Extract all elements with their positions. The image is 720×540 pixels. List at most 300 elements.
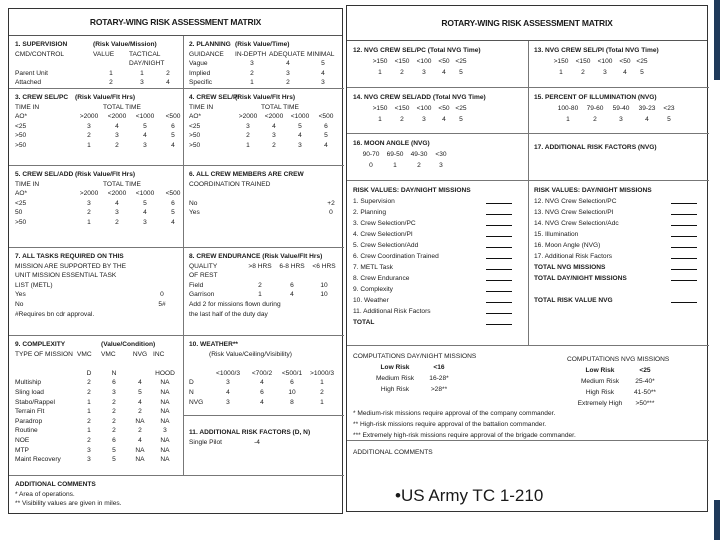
cell: NA <box>160 398 170 406</box>
table-row <box>189 438 339 448</box>
cell <box>634 92 660 103</box>
cell <box>153 340 177 350</box>
cell: 6 <box>112 379 116 387</box>
table-row <box>534 103 704 114</box>
cell: 100-80 <box>557 105 579 112</box>
table-row <box>15 499 339 509</box>
table-row <box>189 350 339 360</box>
table-row <box>189 290 339 300</box>
cell: 2 <box>87 132 91 140</box>
cell <box>131 170 159 180</box>
section-complexity <box>9 336 183 476</box>
table-row <box>534 273 697 284</box>
cell: 3 <box>115 132 119 140</box>
cell: 79-60 <box>586 105 604 112</box>
section-moon-angle <box>347 134 528 181</box>
computations-section <box>347 346 709 441</box>
table-row <box>534 92 704 103</box>
cell: Attached <box>15 79 42 87</box>
right-matrix-page <box>346 5 708 512</box>
table-row <box>353 196 512 207</box>
table-row <box>189 69 339 79</box>
cell: 5 <box>143 122 147 130</box>
value-entry-line[interactable] <box>486 197 512 204</box>
table-row <box>534 295 697 306</box>
cell: TYPE OF MISSION <box>15 350 73 358</box>
cell: NOE <box>15 436 30 444</box>
cell: 2 <box>250 69 254 77</box>
table-row <box>189 112 339 122</box>
cell: 8. Crew Endurance <box>353 275 410 282</box>
cell: QUALITY <box>189 262 218 270</box>
value-entry-line[interactable] <box>486 296 512 303</box>
source-citation: •US Army TC 1-210 <box>395 486 544 505</box>
cell: <2000 <box>264 113 284 121</box>
cell: NA <box>135 456 145 464</box>
cell: VALUE <box>93 50 115 58</box>
cell: 2 <box>87 436 91 444</box>
table-row <box>15 112 181 122</box>
value-entry-line[interactable] <box>486 252 512 259</box>
page-title: ROTARY-WING RISK ASSESSMENT MATRIX <box>347 6 707 41</box>
value-entry-line[interactable] <box>671 285 697 292</box>
cell: TOTAL DAY/NIGHT MISSIONS <box>534 275 627 282</box>
table-row <box>189 340 339 350</box>
table-row <box>353 138 523 149</box>
note: *** Extremely high-risk missions require approval of the brigade commander. <box>353 432 576 439</box>
cell: (Risk Value/Flt Hrs) <box>235 94 296 101</box>
cell: 2 <box>115 141 119 149</box>
cell: High Risk <box>380 386 410 393</box>
table-row <box>534 207 697 218</box>
table-row <box>567 398 707 409</box>
cell: -4 <box>254 438 260 446</box>
table-row <box>353 384 523 395</box>
cell: ** Visibility values are given in miles. <box>15 500 122 508</box>
cell <box>155 262 169 272</box>
cell: 2 <box>112 427 116 435</box>
cell: GUIDANCE <box>189 50 224 58</box>
table-row <box>534 251 697 262</box>
value-entry-line[interactable] <box>486 285 512 292</box>
cell: 2. PLANNING <box>189 41 231 48</box>
cell <box>307 340 337 350</box>
cell: 1 <box>566 116 570 123</box>
value-entry-line[interactable] <box>671 208 697 215</box>
table-row <box>534 185 697 196</box>
cell: <25 <box>639 367 651 374</box>
cell: <25 <box>15 122 27 130</box>
cell: <150 <box>575 58 591 65</box>
cell: 3 <box>246 122 250 130</box>
value-entry-line[interactable] <box>671 241 697 248</box>
table-row <box>189 199 339 209</box>
cell: 2. Planning <box>353 209 386 216</box>
value-entry-line[interactable] <box>671 274 697 281</box>
cell: 10. Weather <box>353 297 389 304</box>
cell: RISK VALUES: DAY/NIGHT MISSIONS <box>353 187 471 194</box>
cell: 1 <box>87 408 91 416</box>
section-supervision <box>9 36 183 89</box>
cell <box>567 387 575 398</box>
cell: 3 <box>439 162 443 169</box>
value-entry-line[interactable] <box>671 197 697 204</box>
cell: >150 <box>372 58 388 65</box>
cell: ADEQUATE <box>269 50 305 58</box>
cell: NA <box>160 456 170 464</box>
cell: 5 <box>143 199 147 207</box>
cell: 69-50 <box>386 151 404 158</box>
cell <box>572 45 594 56</box>
cell: 5# <box>158 300 166 308</box>
table-row <box>353 218 512 229</box>
cell: 3 <box>603 69 607 76</box>
cell <box>325 170 337 180</box>
table-row <box>15 218 178 228</box>
cell: 1 <box>87 218 91 226</box>
cell: DAY/NIGHT <box>129 60 165 68</box>
cell: 10. WEATHER** <box>189 341 238 348</box>
cell: 16-28* <box>429 375 449 382</box>
value-entry-line[interactable] <box>486 263 512 270</box>
cell: Vague <box>189 60 208 68</box>
cell: <6 HRS <box>312 262 336 270</box>
section-metl <box>9 248 183 336</box>
value-entry-line[interactable] <box>486 307 512 314</box>
cell: 4 <box>166 79 170 87</box>
cell <box>554 92 582 103</box>
cell: 3 <box>226 379 230 387</box>
page-title: ROTARY-WING RISK ASSESSMENT MATRIX <box>9 9 342 36</box>
cell <box>616 45 634 56</box>
cell: 6 <box>290 281 294 289</box>
table-row <box>189 103 339 113</box>
cell: MTP <box>15 446 29 454</box>
cell: >50 <box>189 132 201 140</box>
cell <box>287 103 313 113</box>
cell <box>189 359 209 369</box>
cell: 9. COMPLEXITY <box>15 341 66 348</box>
cell <box>325 180 337 190</box>
cell: 5 <box>112 446 116 454</box>
cell <box>209 340 247 350</box>
table-row <box>189 141 339 151</box>
table-row <box>189 40 339 50</box>
cell <box>277 359 307 369</box>
cell <box>155 281 169 291</box>
cell: N <box>189 388 194 396</box>
cell <box>353 103 369 114</box>
slide-accent-bar-bottom <box>714 500 720 540</box>
table-row <box>189 388 339 398</box>
cell: 3 <box>226 398 230 406</box>
value-entry-line[interactable] <box>486 241 512 248</box>
cell: 15. Illumination <box>534 231 579 238</box>
table-row <box>189 300 339 310</box>
table-row <box>189 428 339 438</box>
cell: (Risk Value/Time) <box>235 41 290 48</box>
table-row <box>15 398 178 408</box>
cell <box>413 45 435 56</box>
cell: 10 <box>320 281 328 289</box>
table-row <box>189 252 339 262</box>
cell: 2 <box>166 69 170 77</box>
cell: 5. CREW SEL/ADD <box>15 171 74 178</box>
section-additional-risk <box>183 416 344 476</box>
cell: AO* <box>189 113 202 121</box>
cell: (Risk Value/Flt Hrs) <box>75 171 136 178</box>
cell: 16. Moon Angle (NVG) <box>534 242 601 249</box>
cell: Parent Unit <box>15 69 48 77</box>
cell: 6 <box>290 379 294 387</box>
table-row <box>15 290 178 300</box>
cell: #Requires bn cdr approval. <box>15 310 95 318</box>
cell: 1 <box>378 69 382 76</box>
cell: <1000 <box>290 113 310 121</box>
cell <box>413 92 435 103</box>
cell: 2 <box>87 209 91 217</box>
table-row <box>189 262 339 272</box>
cell <box>313 103 339 113</box>
cell: <100 <box>597 58 613 65</box>
cell <box>309 300 339 310</box>
cell <box>383 138 407 149</box>
cell <box>353 114 369 125</box>
table-row <box>189 78 339 88</box>
computations-nvg <box>567 365 707 409</box>
cell: <500/1 <box>281 369 303 377</box>
cell <box>155 271 169 281</box>
cell <box>101 359 127 369</box>
table-row <box>534 262 697 273</box>
cell: <100 <box>416 105 432 112</box>
cell: 3 <box>115 209 119 217</box>
cell: NVG <box>132 350 148 358</box>
cell <box>127 340 153 350</box>
cell <box>15 59 93 69</box>
table-row <box>15 131 178 141</box>
cell: 14. NVG CREW SEL/ADD (Total NVG Time) <box>353 94 486 101</box>
cell: 2 <box>112 408 116 416</box>
cell: N <box>111 369 117 377</box>
table-row <box>15 141 178 151</box>
cell: Field <box>189 281 204 289</box>
cell <box>287 93 313 103</box>
cell: 39-23 <box>638 105 656 112</box>
cell <box>431 138 451 149</box>
cell: 9. Complexity <box>353 286 393 293</box>
cell: 1 <box>250 79 254 87</box>
value-entry-line[interactable] <box>486 318 512 325</box>
table-row <box>189 310 339 320</box>
table-row <box>534 114 704 125</box>
cell: AO* <box>15 190 28 198</box>
cell: Specific <box>189 79 213 87</box>
cell: 1 <box>87 141 91 149</box>
cell: 90-70 <box>362 151 380 158</box>
cell <box>269 40 307 50</box>
cell: NA <box>160 436 170 444</box>
cell: 1 <box>320 398 324 406</box>
cell: UNIT MISSION ESSENTIAL TASK <box>15 272 117 280</box>
cell: D <box>86 369 92 377</box>
cell <box>275 300 309 310</box>
cell <box>534 103 554 114</box>
cell <box>435 45 453 56</box>
cell: 4 <box>260 398 264 406</box>
cell: >1000/3 <box>309 369 335 377</box>
cell: TOTAL <box>353 319 375 326</box>
table-row <box>15 122 178 132</box>
cell: 59-40 <box>612 105 630 112</box>
value-entry-line[interactable] <box>671 252 697 259</box>
cell <box>277 350 307 360</box>
cell: 2 <box>112 398 116 406</box>
cell: 3 <box>87 446 91 454</box>
table-row <box>534 229 697 240</box>
cell <box>245 271 275 281</box>
cell: (Value/Condition) <box>101 341 156 348</box>
table-row <box>534 218 697 229</box>
cell <box>608 92 634 103</box>
cell: 14. NVG Crew Selection/Adc <box>534 220 619 227</box>
cell <box>245 310 275 320</box>
section-crew-sel-pi <box>183 89 344 166</box>
cell: 2 <box>417 162 421 169</box>
cell <box>247 340 277 350</box>
cell: TOTAL NVG MISSIONS <box>534 264 606 271</box>
table-row <box>353 362 523 373</box>
cell: 6 <box>112 436 116 444</box>
section-crew-sel-pc <box>9 89 183 166</box>
cell: OF REST <box>189 272 218 280</box>
cell <box>275 271 309 281</box>
cell: 4 <box>143 132 147 140</box>
table-row <box>15 252 178 262</box>
cell: 17. Additional Risk Factors <box>534 253 613 260</box>
table-row <box>15 455 178 465</box>
cell: 3 <box>112 388 116 396</box>
cell: <25 <box>189 122 201 130</box>
cell: >50 <box>189 141 201 149</box>
cell <box>129 40 155 50</box>
cell: TIME IN <box>15 180 40 188</box>
cell: 3 <box>163 427 167 435</box>
cell: TOTAL RISK VALUE NVG <box>534 297 613 304</box>
table-row <box>15 78 178 88</box>
cell: 3 <box>422 116 426 123</box>
cell <box>353 362 371 373</box>
cell <box>237 428 277 438</box>
section-crew-endurance <box>183 248 344 336</box>
table-row <box>15 426 178 436</box>
value-entry-line[interactable] <box>671 219 697 226</box>
cell: >28** <box>430 386 448 393</box>
cell: Add 2 for missions flown during <box>189 300 281 308</box>
cell: 10 <box>288 388 296 396</box>
cell: NA <box>160 446 170 454</box>
cell <box>534 67 550 78</box>
cell: TIME IN <box>189 103 214 111</box>
cell: 15. PERCENT OF ILLUMINATION (NVG) <box>534 94 657 101</box>
cell: (Risk Value/Flt Hrs) <box>75 94 136 101</box>
cell: 5 <box>138 388 142 396</box>
cell <box>131 103 159 113</box>
cell <box>155 50 181 60</box>
table-row <box>189 180 339 190</box>
cell: 0 <box>160 291 164 299</box>
table-row <box>567 387 707 398</box>
cell: 4 <box>442 116 446 123</box>
cell: Low Risk <box>380 364 410 371</box>
value-entry-line[interactable] <box>671 263 697 270</box>
cell <box>307 350 337 360</box>
cell: Yes <box>15 291 26 299</box>
table-row <box>534 56 704 67</box>
cell: NA <box>160 417 170 425</box>
cell: >2000 <box>79 190 99 198</box>
table-row <box>534 45 704 56</box>
slide-accent-bar-top <box>714 0 720 80</box>
cell: 4 <box>115 199 119 207</box>
cell <box>309 310 339 320</box>
section-additional-comments <box>9 476 344 514</box>
cell: >2000 <box>79 113 99 121</box>
cell <box>634 45 650 56</box>
cell: +2 <box>327 199 335 207</box>
cell: <500 <box>165 113 181 121</box>
cell <box>453 45 469 56</box>
cell: <1000 <box>135 190 155 198</box>
cell: ADDITIONAL COMMENTS <box>15 481 96 488</box>
table-row <box>353 149 523 160</box>
cell: 0 <box>369 162 373 169</box>
value-entry-line[interactable] <box>486 219 512 226</box>
cell <box>245 300 275 310</box>
cell: <150 <box>394 105 410 112</box>
value-entry-line[interactable] <box>486 274 512 281</box>
cell: Paradrop <box>15 417 43 425</box>
table-row <box>353 306 512 317</box>
cell <box>275 310 309 320</box>
table-row <box>15 300 178 310</box>
cell: >50*** <box>635 400 655 407</box>
cell: NA <box>135 417 145 425</box>
cell: LIST (METL) <box>15 281 53 289</box>
cell: (Risk Value/Ceiling/Visibility) <box>209 350 292 358</box>
cell: >50 <box>15 141 27 149</box>
table-row <box>353 92 523 103</box>
cell: 5. Crew Selection/Add <box>353 242 419 249</box>
cell: 16. MOON ANGLE (NVG) <box>353 140 430 147</box>
cell: <500 <box>165 190 181 198</box>
value-entry-line[interactable] <box>486 208 512 215</box>
value-entry-line[interactable] <box>486 230 512 237</box>
cell <box>189 189 325 199</box>
table-row <box>189 59 339 69</box>
cell: 2 <box>320 388 324 396</box>
cell: 6 <box>260 388 264 396</box>
cell: 2 <box>581 69 585 76</box>
value-entry-line[interactable] <box>671 230 697 237</box>
table-row <box>15 271 178 281</box>
table-row <box>15 199 178 209</box>
value-entry-line[interactable] <box>671 296 697 303</box>
section-nvg-crew-sel-add <box>347 88 528 134</box>
cell: 4 <box>442 69 446 76</box>
cell: 3 <box>143 141 147 149</box>
cell: 4 <box>260 379 264 387</box>
